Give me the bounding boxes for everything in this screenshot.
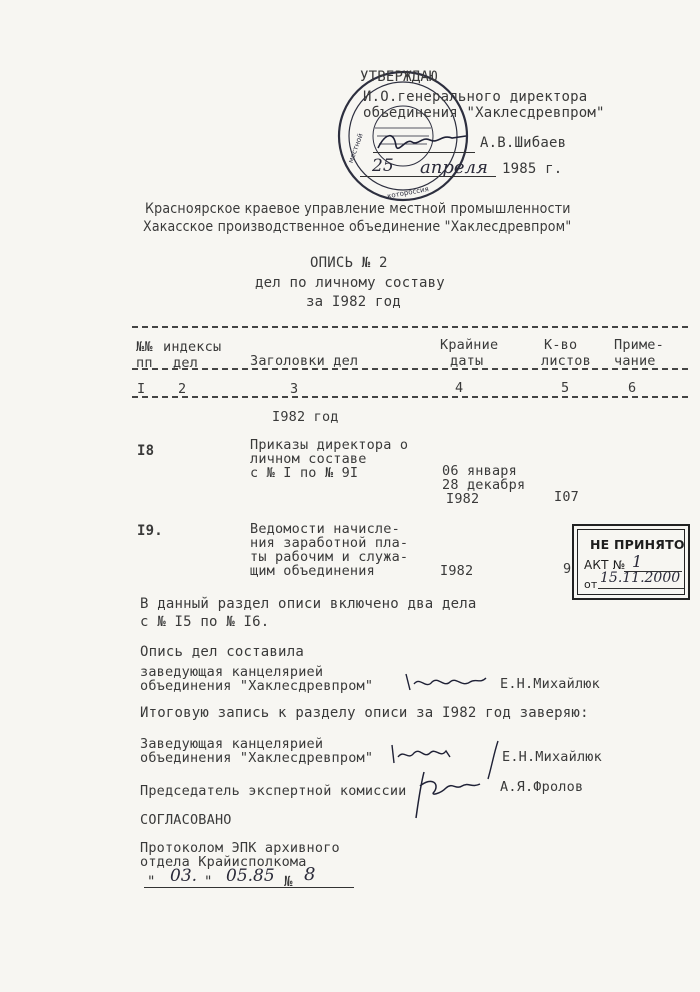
document-period: за I982 год bbox=[306, 294, 401, 310]
summary-line1: В данный раздел описи включено два дела bbox=[140, 596, 477, 612]
approver-position-line1: И.О.генерального директора bbox=[363, 89, 588, 105]
commission-chair-signature bbox=[410, 766, 490, 826]
row-1-title-line1: Приказы директора о bbox=[250, 437, 409, 453]
row-1-date-line1: 06 января bbox=[442, 463, 517, 479]
approve-heading: УТВЕРЖДАЮ bbox=[360, 69, 438, 85]
protocol-line2: отдела Крайисполкома bbox=[140, 854, 307, 870]
col-header-number-b: пп bbox=[136, 355, 153, 371]
approver-position-line2: объединения "Хаклесдревпром" bbox=[363, 105, 605, 121]
approver-signature bbox=[372, 128, 472, 156]
col-header-sheets-a: К-во bbox=[544, 337, 578, 353]
manager2-name: Е.Н.Михайлюк bbox=[502, 749, 602, 765]
protocol-line1: Протоколом ЭПК архивного bbox=[140, 840, 340, 856]
protocol-quote-close: " bbox=[204, 874, 213, 890]
row-2-number: I9. bbox=[137, 523, 163, 539]
col-header-dates-a: Крайние bbox=[440, 337, 499, 353]
rejection-stamp-act-label: АКТ № bbox=[584, 558, 626, 572]
commission-chair-label: Председатель экспертной комиссии bbox=[140, 783, 407, 799]
row-2-date: I982 bbox=[440, 563, 474, 579]
row-1-number: I8 bbox=[137, 443, 155, 459]
document-subtitle: дел по личному составу bbox=[255, 275, 445, 291]
col-header-number-a: №№ bbox=[136, 339, 153, 355]
approval-day: 25 bbox=[372, 156, 394, 176]
col-header-dates-b: даты bbox=[450, 353, 484, 369]
row-2-sheets: 9 bbox=[563, 561, 572, 577]
document-title: ОПИСЬ № 2 bbox=[310, 255, 388, 271]
col-number-6: 6 bbox=[628, 380, 637, 396]
protocol-number: 8 bbox=[304, 864, 316, 885]
col-header-index-a: индексы bbox=[163, 339, 222, 355]
row-1-title-line2: личном составе bbox=[250, 451, 367, 467]
row-1-date-line3: I982 bbox=[446, 491, 480, 507]
col-number-1: I bbox=[137, 381, 146, 397]
col-header-notes-a: Приме- bbox=[614, 337, 664, 353]
protocol-number-label: № bbox=[284, 874, 293, 890]
approver-name: А.В.Шибаев bbox=[480, 135, 567, 151]
row-1-date-line2: 28 декабря bbox=[442, 477, 526, 493]
svg-text:местной: местной bbox=[346, 132, 365, 165]
protocol-quote-open: " bbox=[147, 874, 156, 890]
summary-line2: с № I5 по № I6. bbox=[140, 614, 270, 630]
manager-title-line1: заведующая канцелярией bbox=[140, 664, 324, 680]
row-2-title-line1: Ведомости начисле- bbox=[250, 521, 400, 537]
col-header-index-b: дел bbox=[173, 355, 198, 371]
rejection-stamp-date: 15.11.2000 bbox=[600, 570, 681, 586]
protocol-month: 05.85 bbox=[226, 866, 275, 886]
row-1-title-line3: с № I по № 9I bbox=[250, 465, 359, 481]
row-2-title-line4: щим объединения bbox=[250, 563, 375, 579]
row-2-title-line3: ты рабочим и служа- bbox=[250, 549, 409, 565]
svg-text:котороссия: котороссия bbox=[386, 185, 430, 201]
certify-statement: Итоговую запись к разделу описи за I982 год заверяю: bbox=[140, 705, 589, 721]
col-header-titles: Заголовки дел bbox=[250, 353, 359, 369]
row-1-sheets: I07 bbox=[554, 489, 579, 505]
table-numbers-rule bbox=[132, 396, 688, 398]
manager-name: Е.Н.Михайлюк bbox=[500, 676, 600, 692]
approval-year: 1985 г. bbox=[502, 161, 563, 177]
col-header-notes-b: чание bbox=[614, 353, 656, 369]
section-year: I982 год bbox=[272, 409, 339, 425]
approval-month: апреля bbox=[420, 157, 488, 178]
table-header-rule bbox=[132, 368, 688, 370]
col-number-4: 4 bbox=[455, 380, 464, 396]
rejection-stamp-act-number: 1 bbox=[632, 552, 643, 571]
manager-signature bbox=[400, 670, 490, 696]
agreed-heading: СОГЛАСОВАНО bbox=[140, 812, 232, 828]
col-number-5: 5 bbox=[561, 380, 570, 396]
protocol-day: 03. bbox=[170, 866, 198, 886]
row-2-title-line2: ния заработной пла- bbox=[250, 535, 409, 551]
manager2-title-line2: объединения "Хаклесдревпром" bbox=[140, 750, 374, 766]
organization-line2: Хакасское производственное объединение "Хаклесдревпром" bbox=[143, 219, 572, 235]
rejection-stamp-date-line bbox=[598, 588, 684, 589]
protocol-underline bbox=[144, 887, 354, 888]
rejection-stamp-status: НЕ ПРИНЯТО bbox=[590, 537, 685, 552]
manager2-title-line1: Заведующая канцелярией bbox=[140, 736, 324, 752]
col-number-2: 2 bbox=[178, 381, 187, 397]
commission-chair-name: А.Я.Фролов bbox=[500, 779, 584, 795]
compiled-by: Опись дел составила bbox=[140, 644, 304, 660]
col-number-3: 3 bbox=[290, 381, 299, 397]
manager-title-line2: объединения "Хаклесдревпром" bbox=[140, 678, 374, 694]
rejection-stamp-date-label: от bbox=[584, 578, 598, 591]
table-top-rule bbox=[132, 326, 688, 328]
col-header-sheets-b: листов bbox=[541, 353, 591, 369]
organization-line1: Красноярское краевое управление местной промышленности bbox=[145, 201, 571, 217]
